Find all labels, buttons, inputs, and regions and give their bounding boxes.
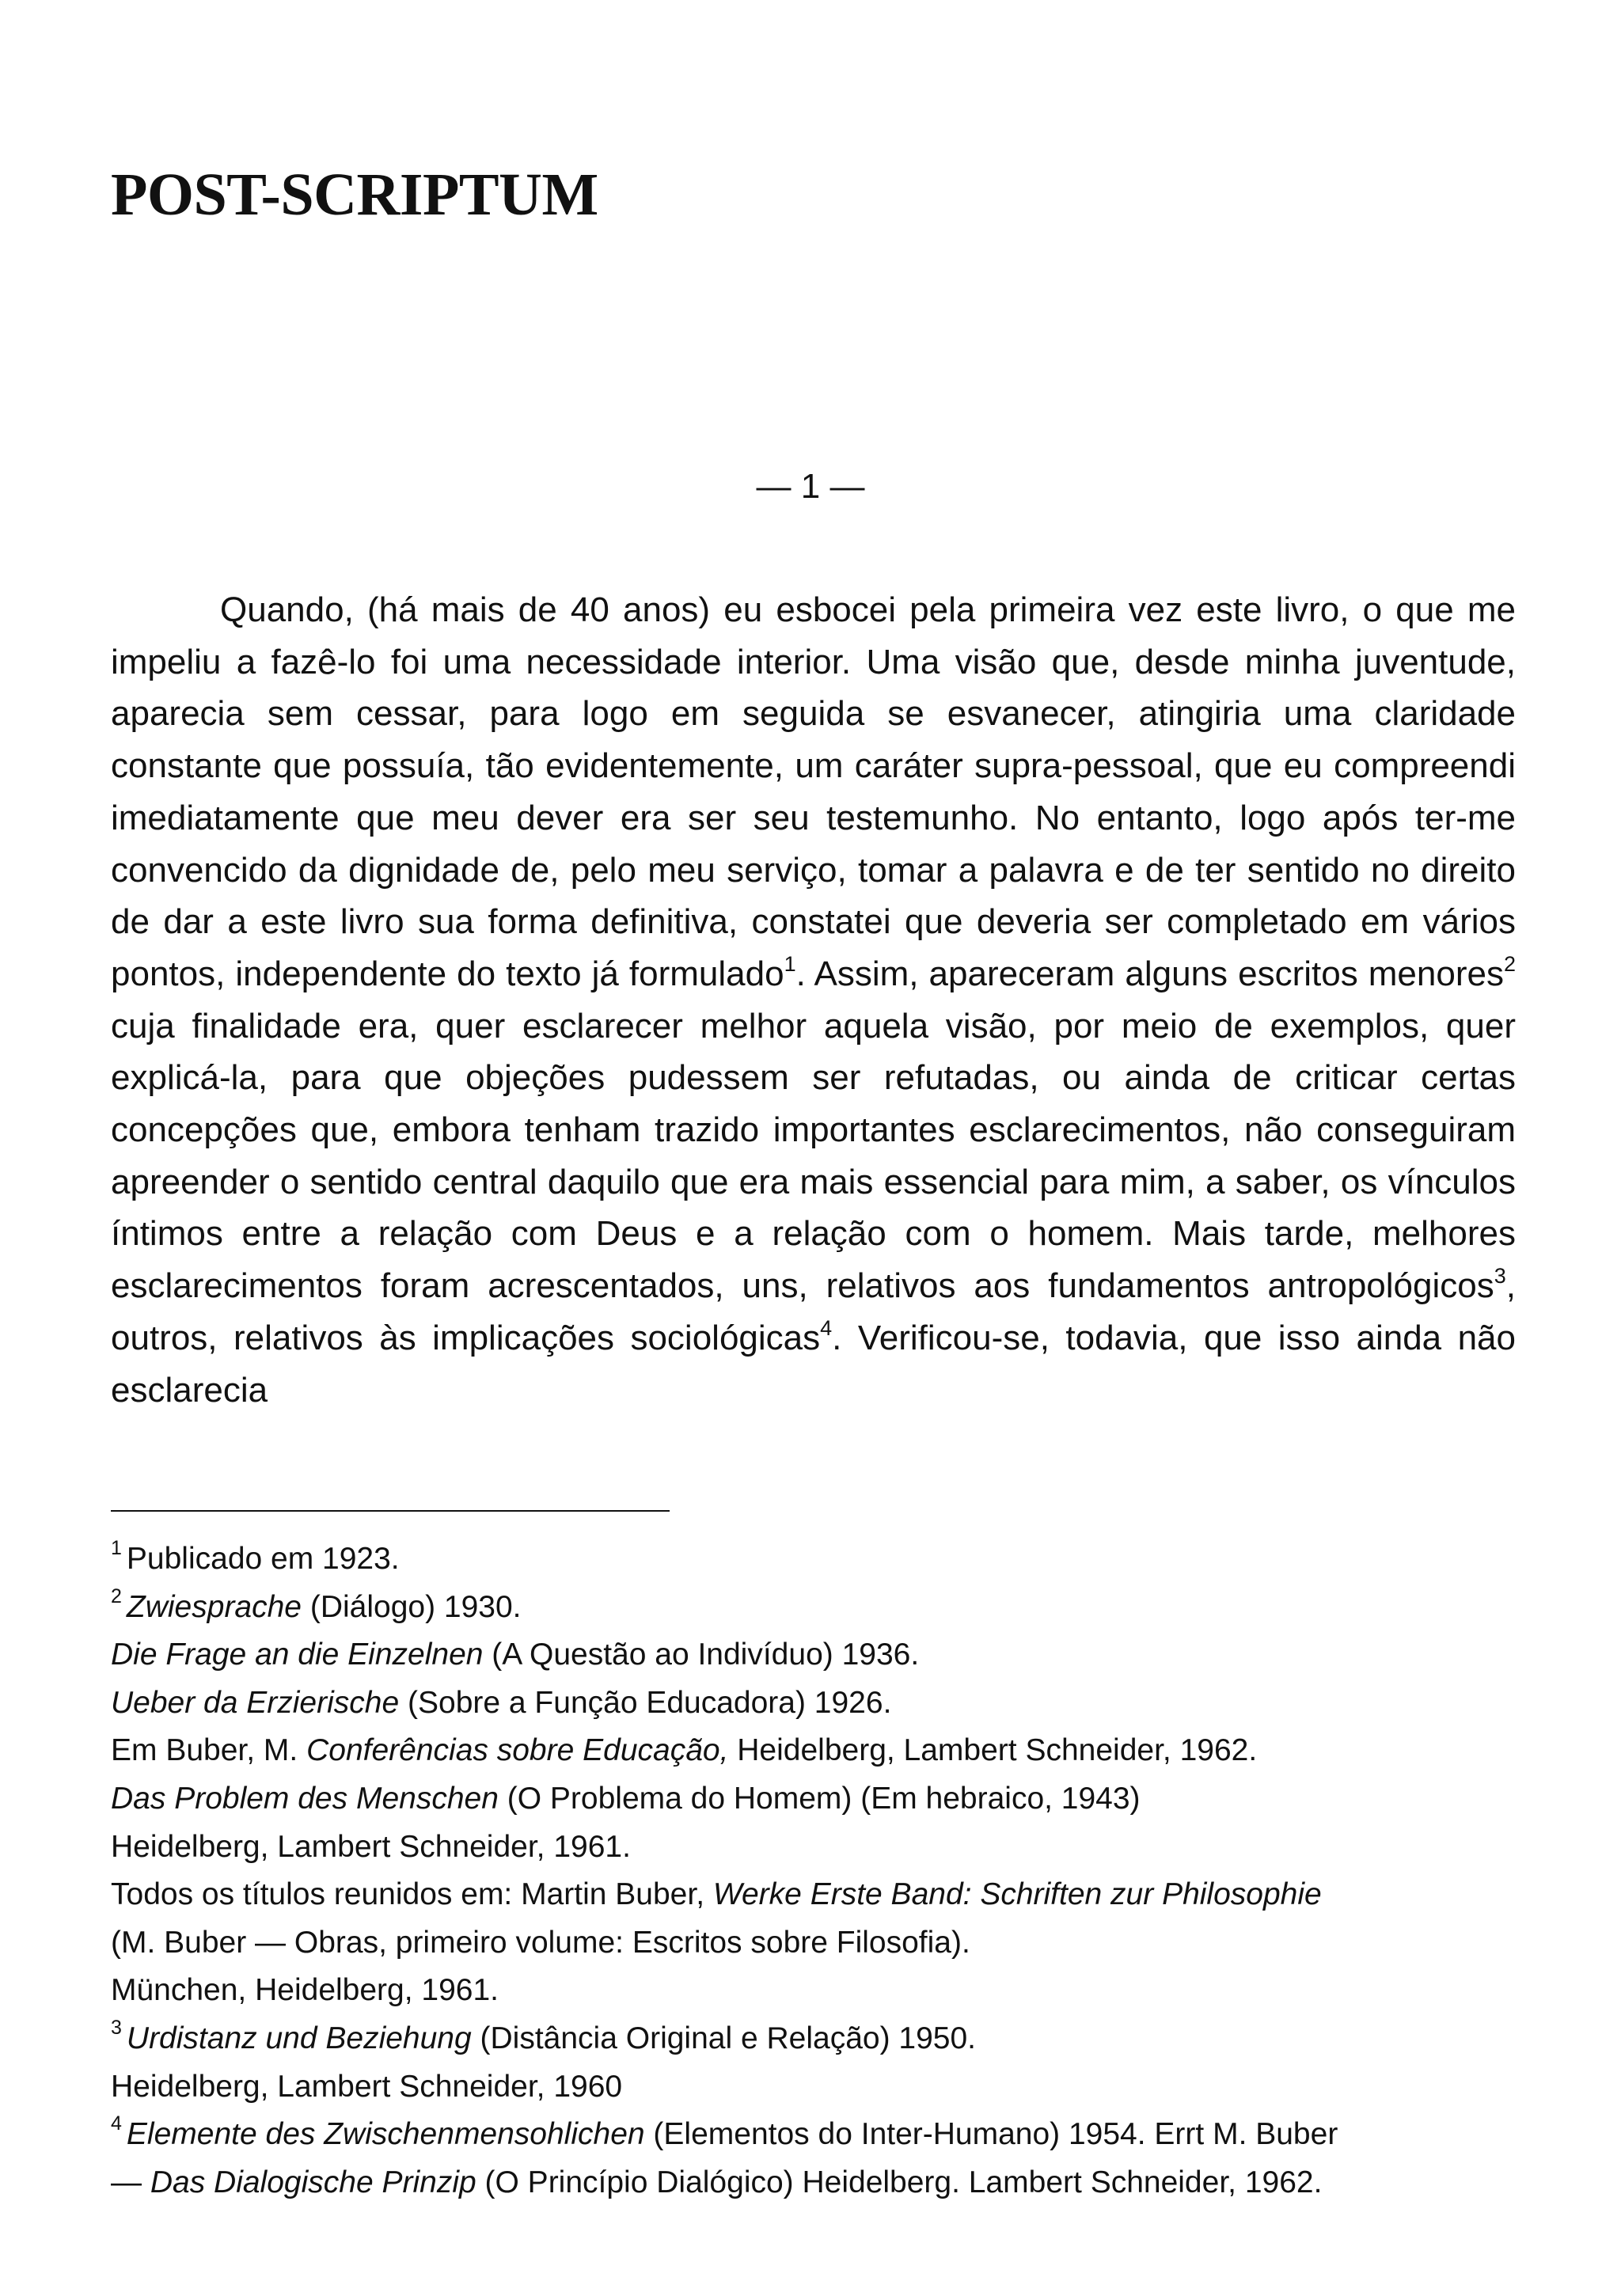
footnote-text: (O Princípio Dialógico) Heidelberg. Lambert Schneider, 1962. — [476, 2165, 1323, 2199]
footnote-2-line — [111, 1679, 1536, 1728]
footnote-4-line — [111, 2159, 1536, 2207]
footnote-text: Todos os títulos reunidos em: Martin Buber, — [111, 1877, 713, 1912]
footnote-3-line — [111, 2063, 1536, 2112]
footnote-2-line — [111, 1824, 1536, 1872]
work-title: Zwiesprache — [126, 1589, 302, 1624]
footnote-number: 2 — [111, 1584, 122, 1607]
body-text-segment: . Assim, apareceram alguns escritos menores — [795, 954, 1504, 993]
body-text-segment: . Verificou-se, todavia, que isso ainda não esclarecia — [111, 1318, 1516, 1410]
work-title: Die Frage an die Einzelnen — [111, 1638, 484, 1672]
body-text-segment: Quando, (há mais de 40 anos) eu esbocei pela primeira vez este livro, o que me impeliu a fazê-lo foi uma necessidade interior. Uma visão que, desde minha juventude, aparecia sem cessar, para logo em seguida se esvanecer, atingiria uma claridade constante que possuía, tão evidentemente, um caráter supra-pessoal, que eu compreendi imediatamente que meu dever era ser seu testemunho. No entanto, logo após ter-me convencido da dignidade de, pelo meu serviço, tomar a palavra e de ter sentido no direito de dar a este livro sua forma definitiva, constatei que deveria ser completado em vários pontos, independente do texto já formulado — [111, 590, 1516, 993]
footnotes — [111, 1535, 1536, 2207]
footnote-text: (Elementos do Inter-Humano) 1954. Errt M. Buber — [644, 2117, 1338, 2152]
body-text-segment: , outros, relativos às implicações sociológicas — [111, 1266, 1516, 1357]
footnote-1 — [111, 1535, 1536, 1584]
footnote-reference: 2 — [1503, 952, 1516, 977]
footnote-number: 4 — [111, 2112, 122, 2135]
footnote-reference: 3 — [1494, 1264, 1506, 1288]
footnote-2 — [111, 1584, 1536, 1632]
page-title: POST-SCRIPTUM — [111, 161, 598, 228]
footnote-reference: 4 — [820, 1316, 833, 1341]
work-title: Werke Erste Band: Schriften zur Philosophie — [712, 1877, 1322, 1912]
footnote-reference: 1 — [784, 952, 796, 977]
section-number: — 1 — — [756, 467, 865, 506]
body-text-segment: cuja finalidade era, quer esclarecer melhor aquela visão, por meio de exemplos, quer explicá-la, para que objeções pudessem ser refutadas, ou ainda de criticar certas concepções que, embora tenham trazido importantes esclarecimentos, não conseguiram apreender o sentido central daquilo que era mais essencial para mim, a saber, os vínculos íntimos entre a relação com Deus e a relação com o homem. Mais tarde, melhores esclarecimentos foram acrescentados, uns, relativos aos fundamentos antropológicos — [111, 1006, 1516, 1306]
footnote-2-line — [111, 1727, 1536, 1775]
footnote-2-line — [111, 1775, 1536, 1824]
footnote-text: Heidelberg, Lambert Schneider, 1961. — [111, 1829, 631, 1864]
footnote-2-line — [111, 1919, 1536, 1968]
footnote-text: Heidelberg, Lambert Schneider, 1960 — [111, 2069, 623, 2104]
footnote-text: (Diálogo) 1930. — [302, 1589, 522, 1624]
footnote-text: (O Problema do Homem) (Em hebraico, 1943) — [498, 1781, 1141, 1816]
footnote-text: (Sobre a Função Educadora) 1926. — [399, 1685, 892, 1720]
footnote-text: Publicado em 1923. — [126, 1542, 400, 1576]
footnote-4 — [111, 2111, 1536, 2159]
footnote-3 — [111, 2015, 1536, 2063]
work-title: Elemente des Zwischenmensohlichen — [126, 2117, 645, 2152]
work-title: Das Problem des Menschen — [111, 1781, 499, 1816]
footnote-2-line — [111, 1871, 1536, 1919]
footnote-text: (Distância Original e Relação) 1950. — [471, 2021, 976, 2055]
body-paragraph — [111, 584, 1516, 1416]
footnote-text: München, Heidelberg, 1961. — [111, 1973, 499, 2008]
work-title: Ueber da Erzierische — [111, 1685, 400, 1720]
footnote-separator — [111, 1510, 670, 1512]
footnote-2-line — [111, 1967, 1536, 2015]
footnote-number: 1 — [111, 1537, 122, 1559]
footnote-text: — — [111, 2165, 150, 2199]
footnote-text: Heidelberg, Lambert Schneider, 1962. — [728, 1733, 1258, 1768]
footnote-text: (A Questão ao Indivíduo) 1936. — [483, 1638, 920, 1672]
footnote-text: Em Buber, M. — [111, 1733, 307, 1768]
work-title: Conferências sobre Educação, — [306, 1733, 729, 1768]
work-title: Das Dialogische Prinzip — [150, 2165, 476, 2199]
footnote-number: 3 — [111, 2016, 122, 2039]
work-title: Urdistanz und Beziehung — [126, 2021, 472, 2055]
footnote-2-line — [111, 1631, 1536, 1679]
footnote-text: (M. Buber — Obras, primeiro volume: Escritos sobre Filosofia). — [111, 1925, 970, 1960]
